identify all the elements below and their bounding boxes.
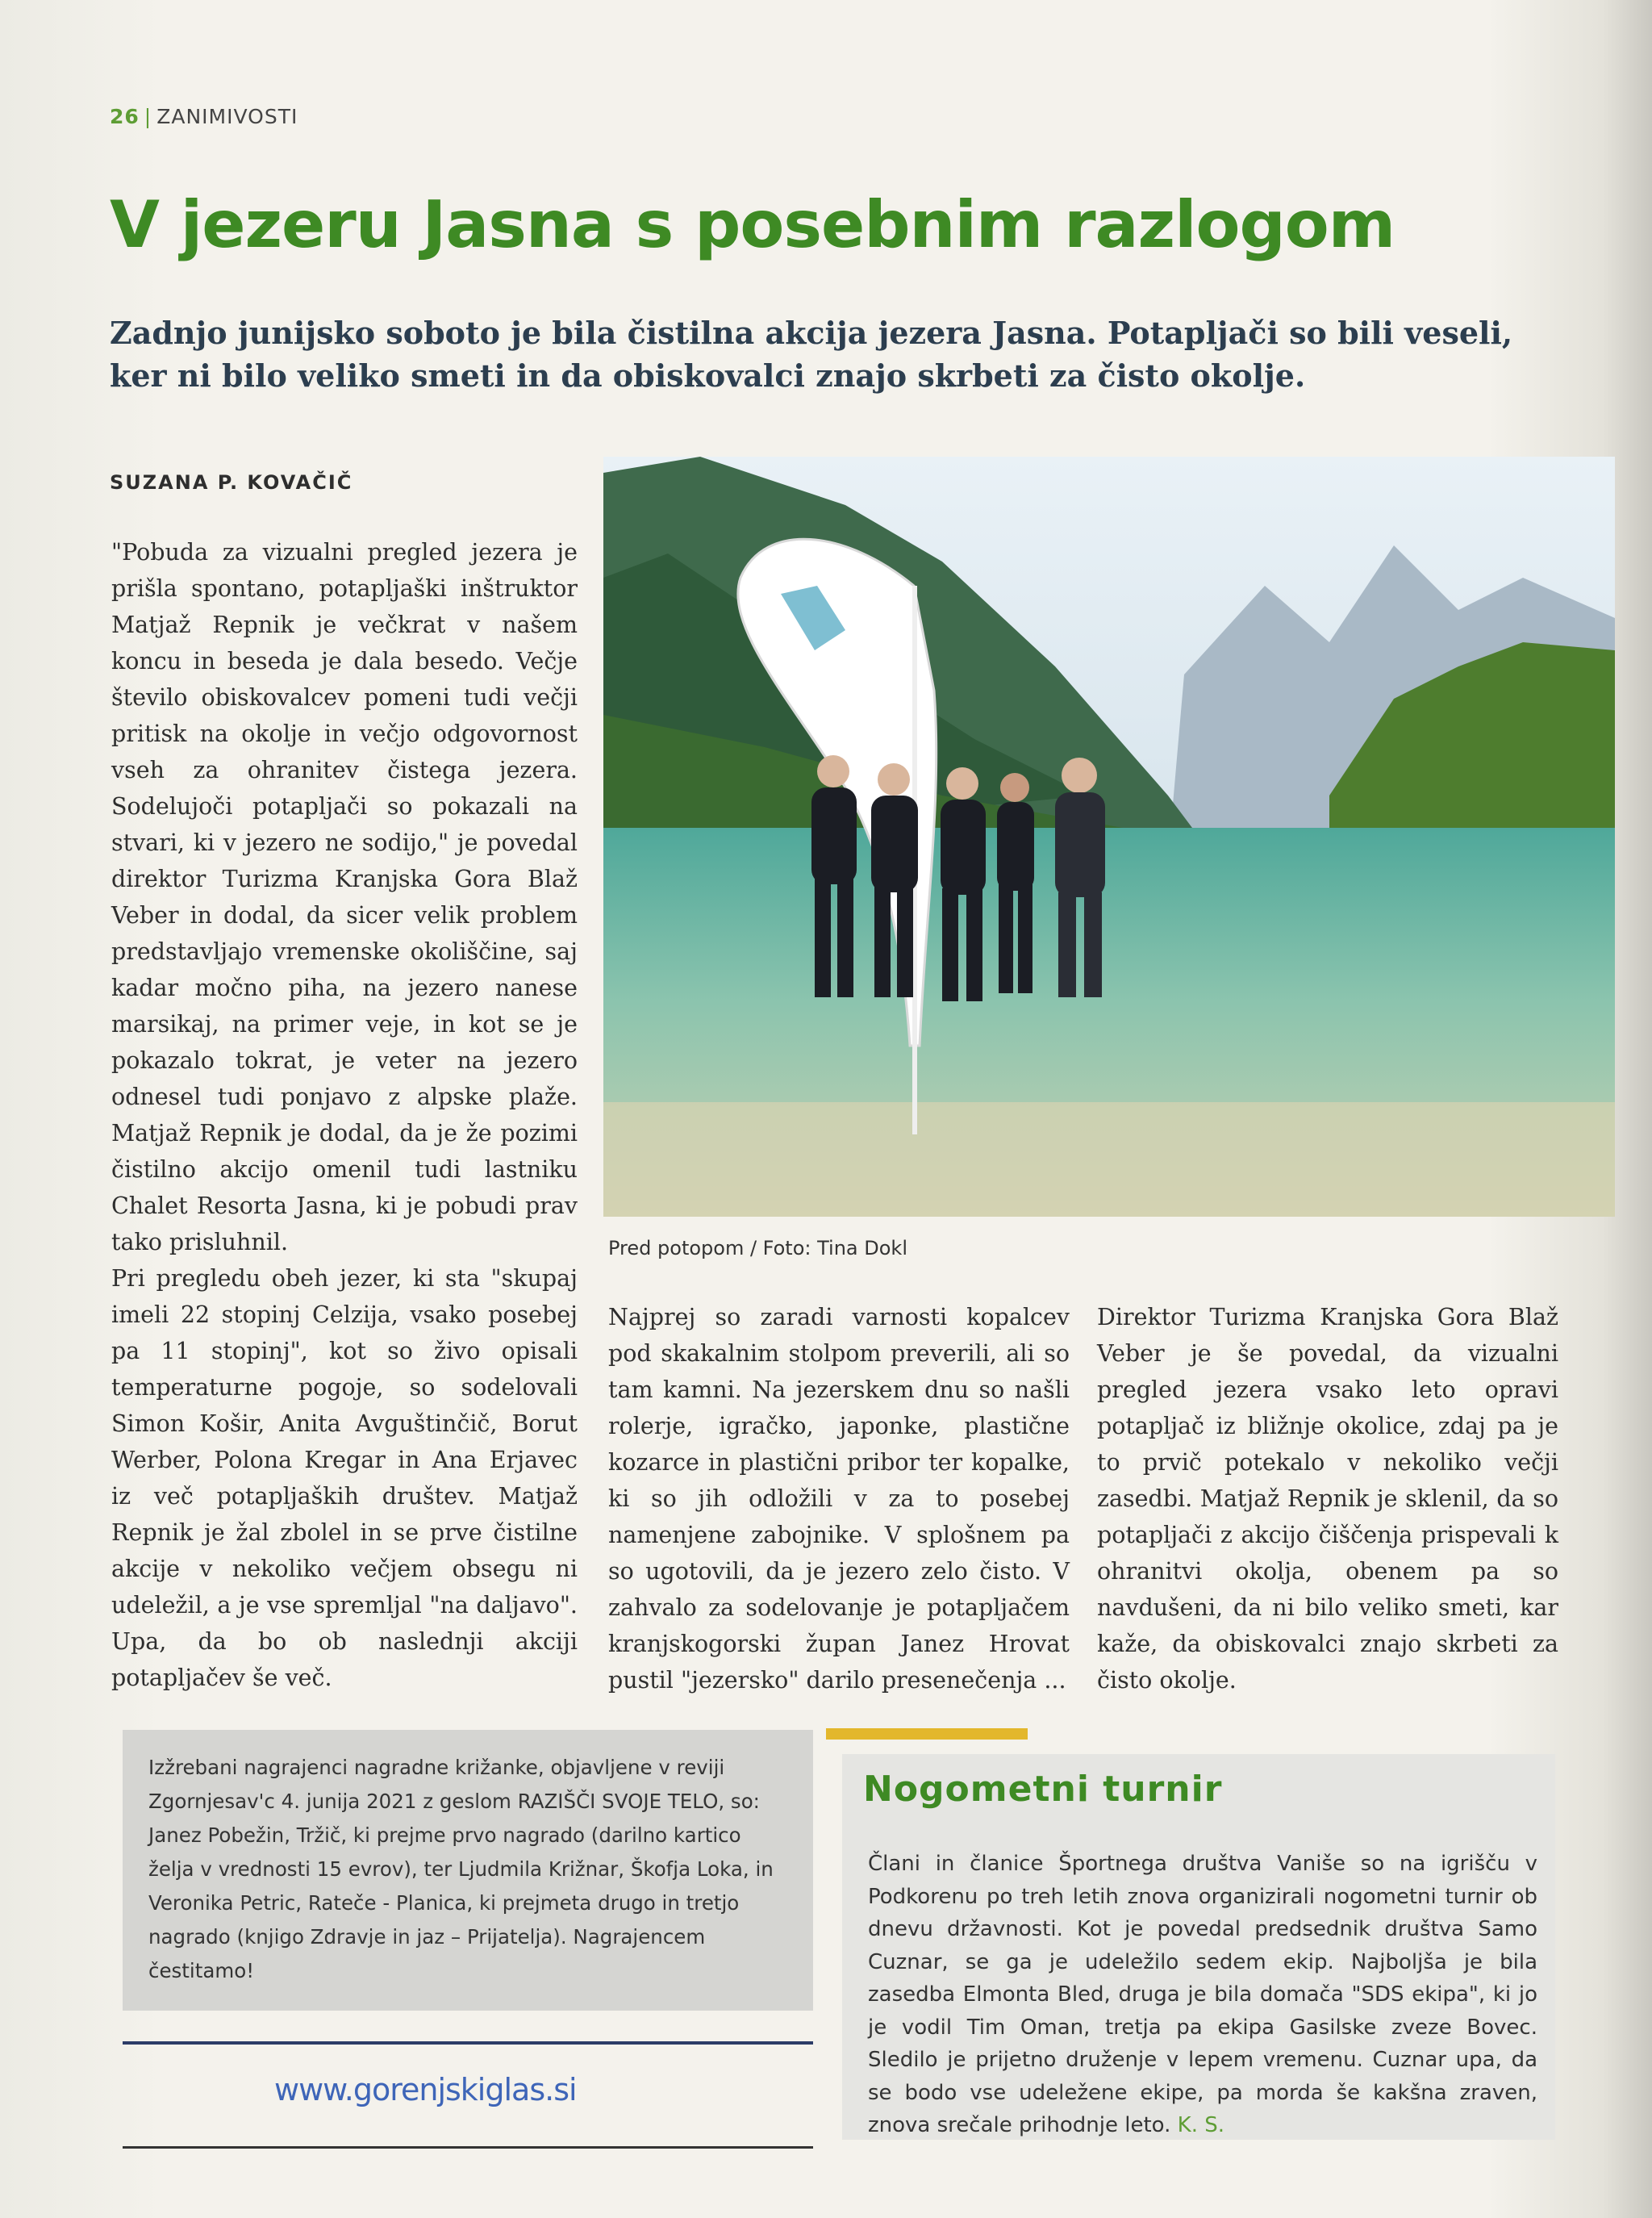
section-name: ZANIMIVOSTI xyxy=(156,105,298,128)
article-paragraph: Pri pregledu obeh jezer, ki sta "skupaj imeli 22 stopinj Celzija, vsako posebej pa 11 stopinj", kot so živo opisali temperaturne pogoje, so sodelovali Simon Košir, Anita Avguštinčič, Borut Werber, Polona Kregar in Ana Erjavec iz več potapljaških društev. Matjaž Repnik je žal zbolel in se prve čistilne akcije v nekoliko večjem obsegu ni udeležil, a je vse spremljal "na daljavo". Upa, da bo ob naslednji akciji potapljačev še več. xyxy=(111,1265,578,1691)
article-title: V jezeru Jasna s posebnim razlogom xyxy=(110,187,1395,262)
sidebar-body: Člani in članice Športnega društva Vaniše so na igrišču v Podkorenu po treh letih znova organizirali nogometni turnir ob dnevu državnosti. Kot je povedal predsednik društva Samo Cuznar, se ga je udeležilo sedem ekip. Najboljša je bila zasedba Elmonta Bled, druga je bila domača "SDS ekipa", ki jo je vodil Tim Oman, tretja pa ekipa Gasilske zveze Bovec. Sledilo je prijetno druženje v lepem vremenu. Cuznar upa, da se bodo vse udeležene ekipe, pa morda še kakšna zraven, znova srečale prihodnje leto. xyxy=(868,1852,1537,2137)
sidebar-text xyxy=(868,1848,1537,2142)
article-column-1 xyxy=(111,534,578,1696)
article-column-3: Direktor Turizma Kranjska Gora Blaž Veber je še povedal, da vizualni pregled jezera vsako leto opravi potapljač iz bližnje okolice, zdaj pa je to prvič potekalo v nekoliko večji zasedbi. Matjaž Repnik je sklenil, da so potapljači z akcijo čiščenja prispevali k ohranitvi okolja, obenem pa so navdušeni, da ni bilo veliko smeti, kar kaže, da obiskovalci znajo skrbeti za čisto okolje. xyxy=(1097,1304,1558,1694)
divider-rule xyxy=(123,2041,813,2045)
author-byline: SUZANA P. KOVAČIČ xyxy=(110,471,353,494)
article-paragraph: "Pobuda za vizualni pregled jezera je prišla spontano, potapljaški inštruktor Matjaž Repnik je večkrat v našem koncu in beseda je dala besedo. Večje število obiskovalcev pomeni tudi večji pritisk na okolje in večjo odgovornost vseh za ohranitev čistega jezera. Sodelujoči potapljači so pokazali na stvari, ki v jezero ne sodijo," je povedal direktor Turizma Kranjska Gora Blaž Veber in dodal, da sicer velik problem predstavljajo vremenske okoliščine, saj kadar močno piha, na jezero nanese marsikaj, na primer veje, in kot se je pokazalo tokrat, je veter na jezero odnesel tudi ponjavo z alpske plaže. Matjaž Repnik je dodal, da je že pozimi čistilno akcijo omenil tudi lastniku Chalet Resorta Jasna, ki je pobudi prav tako prisluhnil. xyxy=(111,539,578,1255)
crossword-winners-box xyxy=(123,1730,813,2011)
website-link[interactable]: www.gorenjskiglas.si xyxy=(274,2072,577,2107)
article-photo xyxy=(603,457,1615,1217)
crossword-winners-text: Izžrebani nagrajenci nagradne križanke, objavljene v reviji Zgornjesav'c 4. junija 2021 z geslom RAZIŠČI SVOJE TELO, so: Janez Pobežin, Tržič, ki prejme prvo nagrado (darilno kartico želja v vrednosti 15 evrov), ter Ljudmila Križnar, Škofja Loka, in Veronika Petric, Rateče - Planica, ki prejmeta drugo in tretjo nagrado (knjigo Zdravje in jaz – Prijatelja). Nagrajencem čestitamo! xyxy=(148,1756,774,1982)
photo-caption: Pred potopom / Foto: Tina Dokl xyxy=(608,1237,907,1259)
article-column-2: Najprej so zaradi varnosti kopalcev pod skakalnim stolpom preverili, ali so tam kamni. Na jezerskem dnu so našli rolerje, igračko, japonke, plastične kozarce in plastični pribor ter kopalke, ki so jih odložili v za to posebej namenjene zabojnike. V splošnem pa so ugotovili, da je jezero zelo čisto. V zahvalo za sodelovanje je potapljačem kranjskogorski župan Janez Hrovat pustil "jezersko" darilo presenečenja ... xyxy=(608,1304,1070,1694)
sidebar-initials: K. S. xyxy=(1177,2113,1225,2137)
article-lead: Zadnjo junijsko soboto je bila čistilna akcija jezera Jasna. Potapljači so bili veseli, ker ni bilo veliko smeti in da obiskovalci znajo skrbeti za čisto okolje. xyxy=(110,315,1513,394)
page-header: 26 | ZANIMIVOSTI xyxy=(110,105,298,128)
page-number: 26 xyxy=(110,105,140,128)
accent-bar xyxy=(826,1728,1028,1740)
divider-rule xyxy=(123,2146,813,2149)
sidebar-title: Nogometni turnir xyxy=(863,1769,1223,1810)
